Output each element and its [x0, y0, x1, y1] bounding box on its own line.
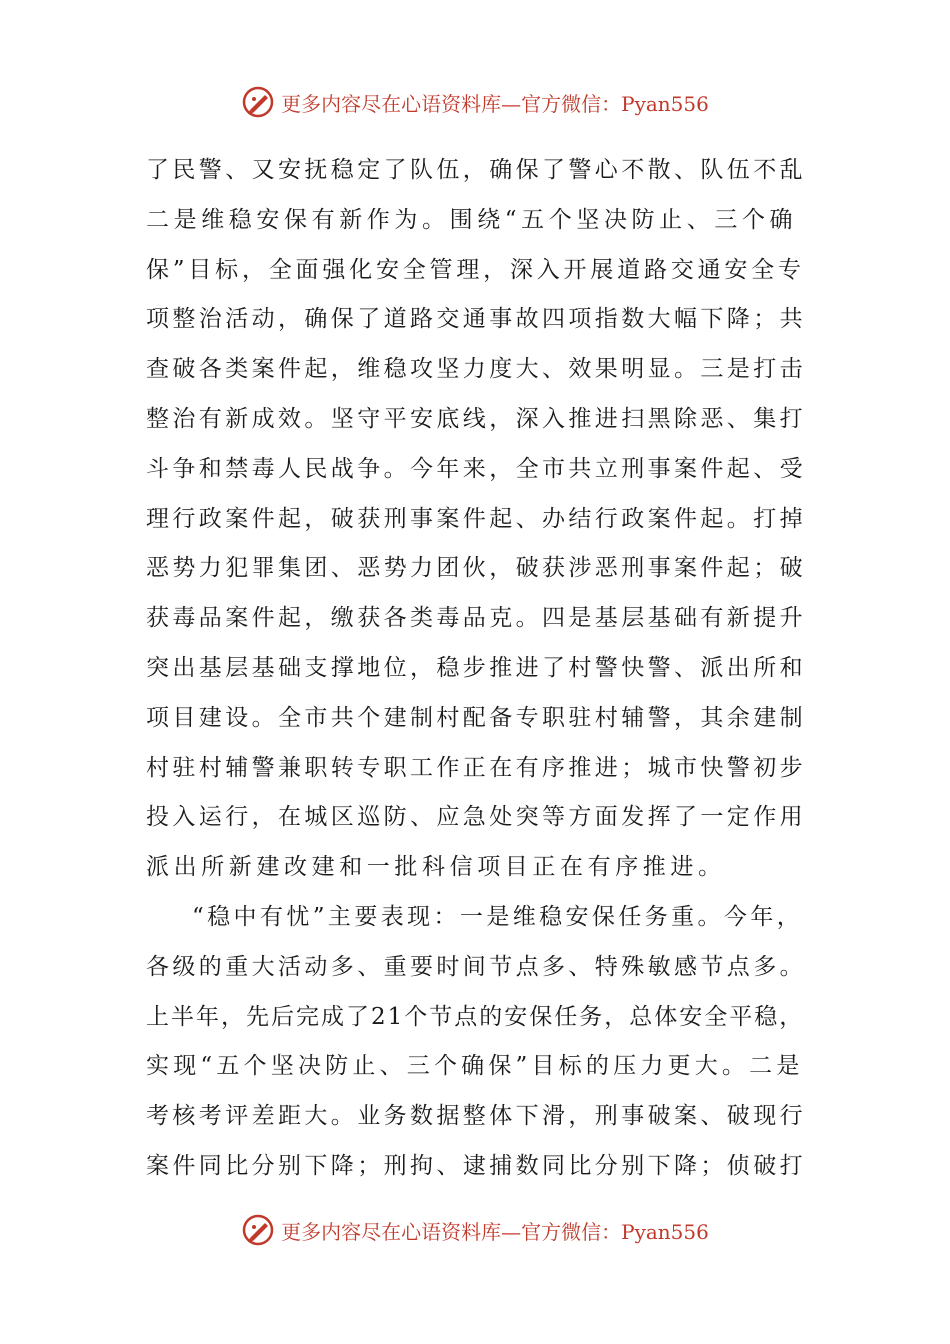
- header-watermark-banner: [0, 82, 950, 122]
- body-line: 案件同比分别下降；刑拘、逮捕数同比分别下降；侦破打: [146, 1152, 806, 1179]
- body-line: 实现“五个坚决防止、三个确保”目标的压力更大。二是: [146, 1053, 804, 1080]
- document-body: [146, 146, 806, 1192]
- body-line: 整治有新成效。坚守平安底线，深入推进扫黑除恶、集打: [146, 405, 806, 432]
- body-line: 查破各类案件起，维稳攻坚力度大、效果明显。三是打击: [146, 356, 806, 383]
- body-line: 恶势力犯罪集团、恶势力团伙，破获涉恶刑事案件起；破: [146, 555, 806, 582]
- body-line: 派出所新建改建和一批科信项目正在有序推进。: [146, 854, 726, 881]
- body-line: 了民警、又安抚稳定了队伍，确保了警心不散、队伍不乱: [146, 157, 806, 183]
- footer-watermark-text: 更多内容尽在心语资料库—官方微信：Pyan556: [281, 1219, 709, 1244]
- pen-logo-icon: [241, 85, 275, 119]
- body-line-paragraph-start: “稳中有忧”主要表现：一是维稳安保任务重。今年，: [192, 903, 804, 930]
- footer-watermark-banner: [0, 1210, 950, 1250]
- body-line: 斗争和禁毒人民战争。今年来，全市共立刑事案件起、受: [146, 455, 806, 482]
- body-line: 上半年，先后完成了21个节点的安保任务，总体安全平稳，: [146, 1003, 805, 1030]
- pen-logo-icon: [241, 1213, 275, 1247]
- body-line: 理行政案件起，破获刑事案件起、办结行政案件起。打掉: [146, 505, 806, 532]
- body-line: 投入运行，在城区巡防、应急处突等方面发挥了一定作用: [146, 804, 806, 831]
- body-line: 项目建设。全市共个建制村配备专职驻村辅警，其余建制: [146, 704, 806, 731]
- body-line: 项整治活动，确保了道路交通事故四项指数大幅下降；共: [146, 306, 806, 333]
- body-line: 突出基层基础支撑地位，稳步推进了村警快警、派出所和: [146, 654, 806, 681]
- body-line: 二是维稳安保有新作为。围绕“五个坚决防止、三个确: [146, 206, 798, 233]
- body-line: 获毒品案件起，缴获各类毒品克。四是基层基础有新提升: [146, 605, 806, 632]
- body-line: 保”目标，全面强化安全管理，深入开展道路交通安全专: [146, 256, 805, 283]
- body-line: 考核考评差距大。业务数据整体下滑，刑事破案、破现行: [146, 1103, 806, 1130]
- header-watermark-text: 更多内容尽在心语资料库—官方微信：Pyan556: [281, 91, 709, 116]
- body-line: 各级的重大活动多、重要时间节点多、特殊敏感节点多。: [146, 953, 806, 980]
- body-line: 村驻村辅警兼职转专职工作正在有序推进；城市快警初步: [146, 754, 806, 781]
